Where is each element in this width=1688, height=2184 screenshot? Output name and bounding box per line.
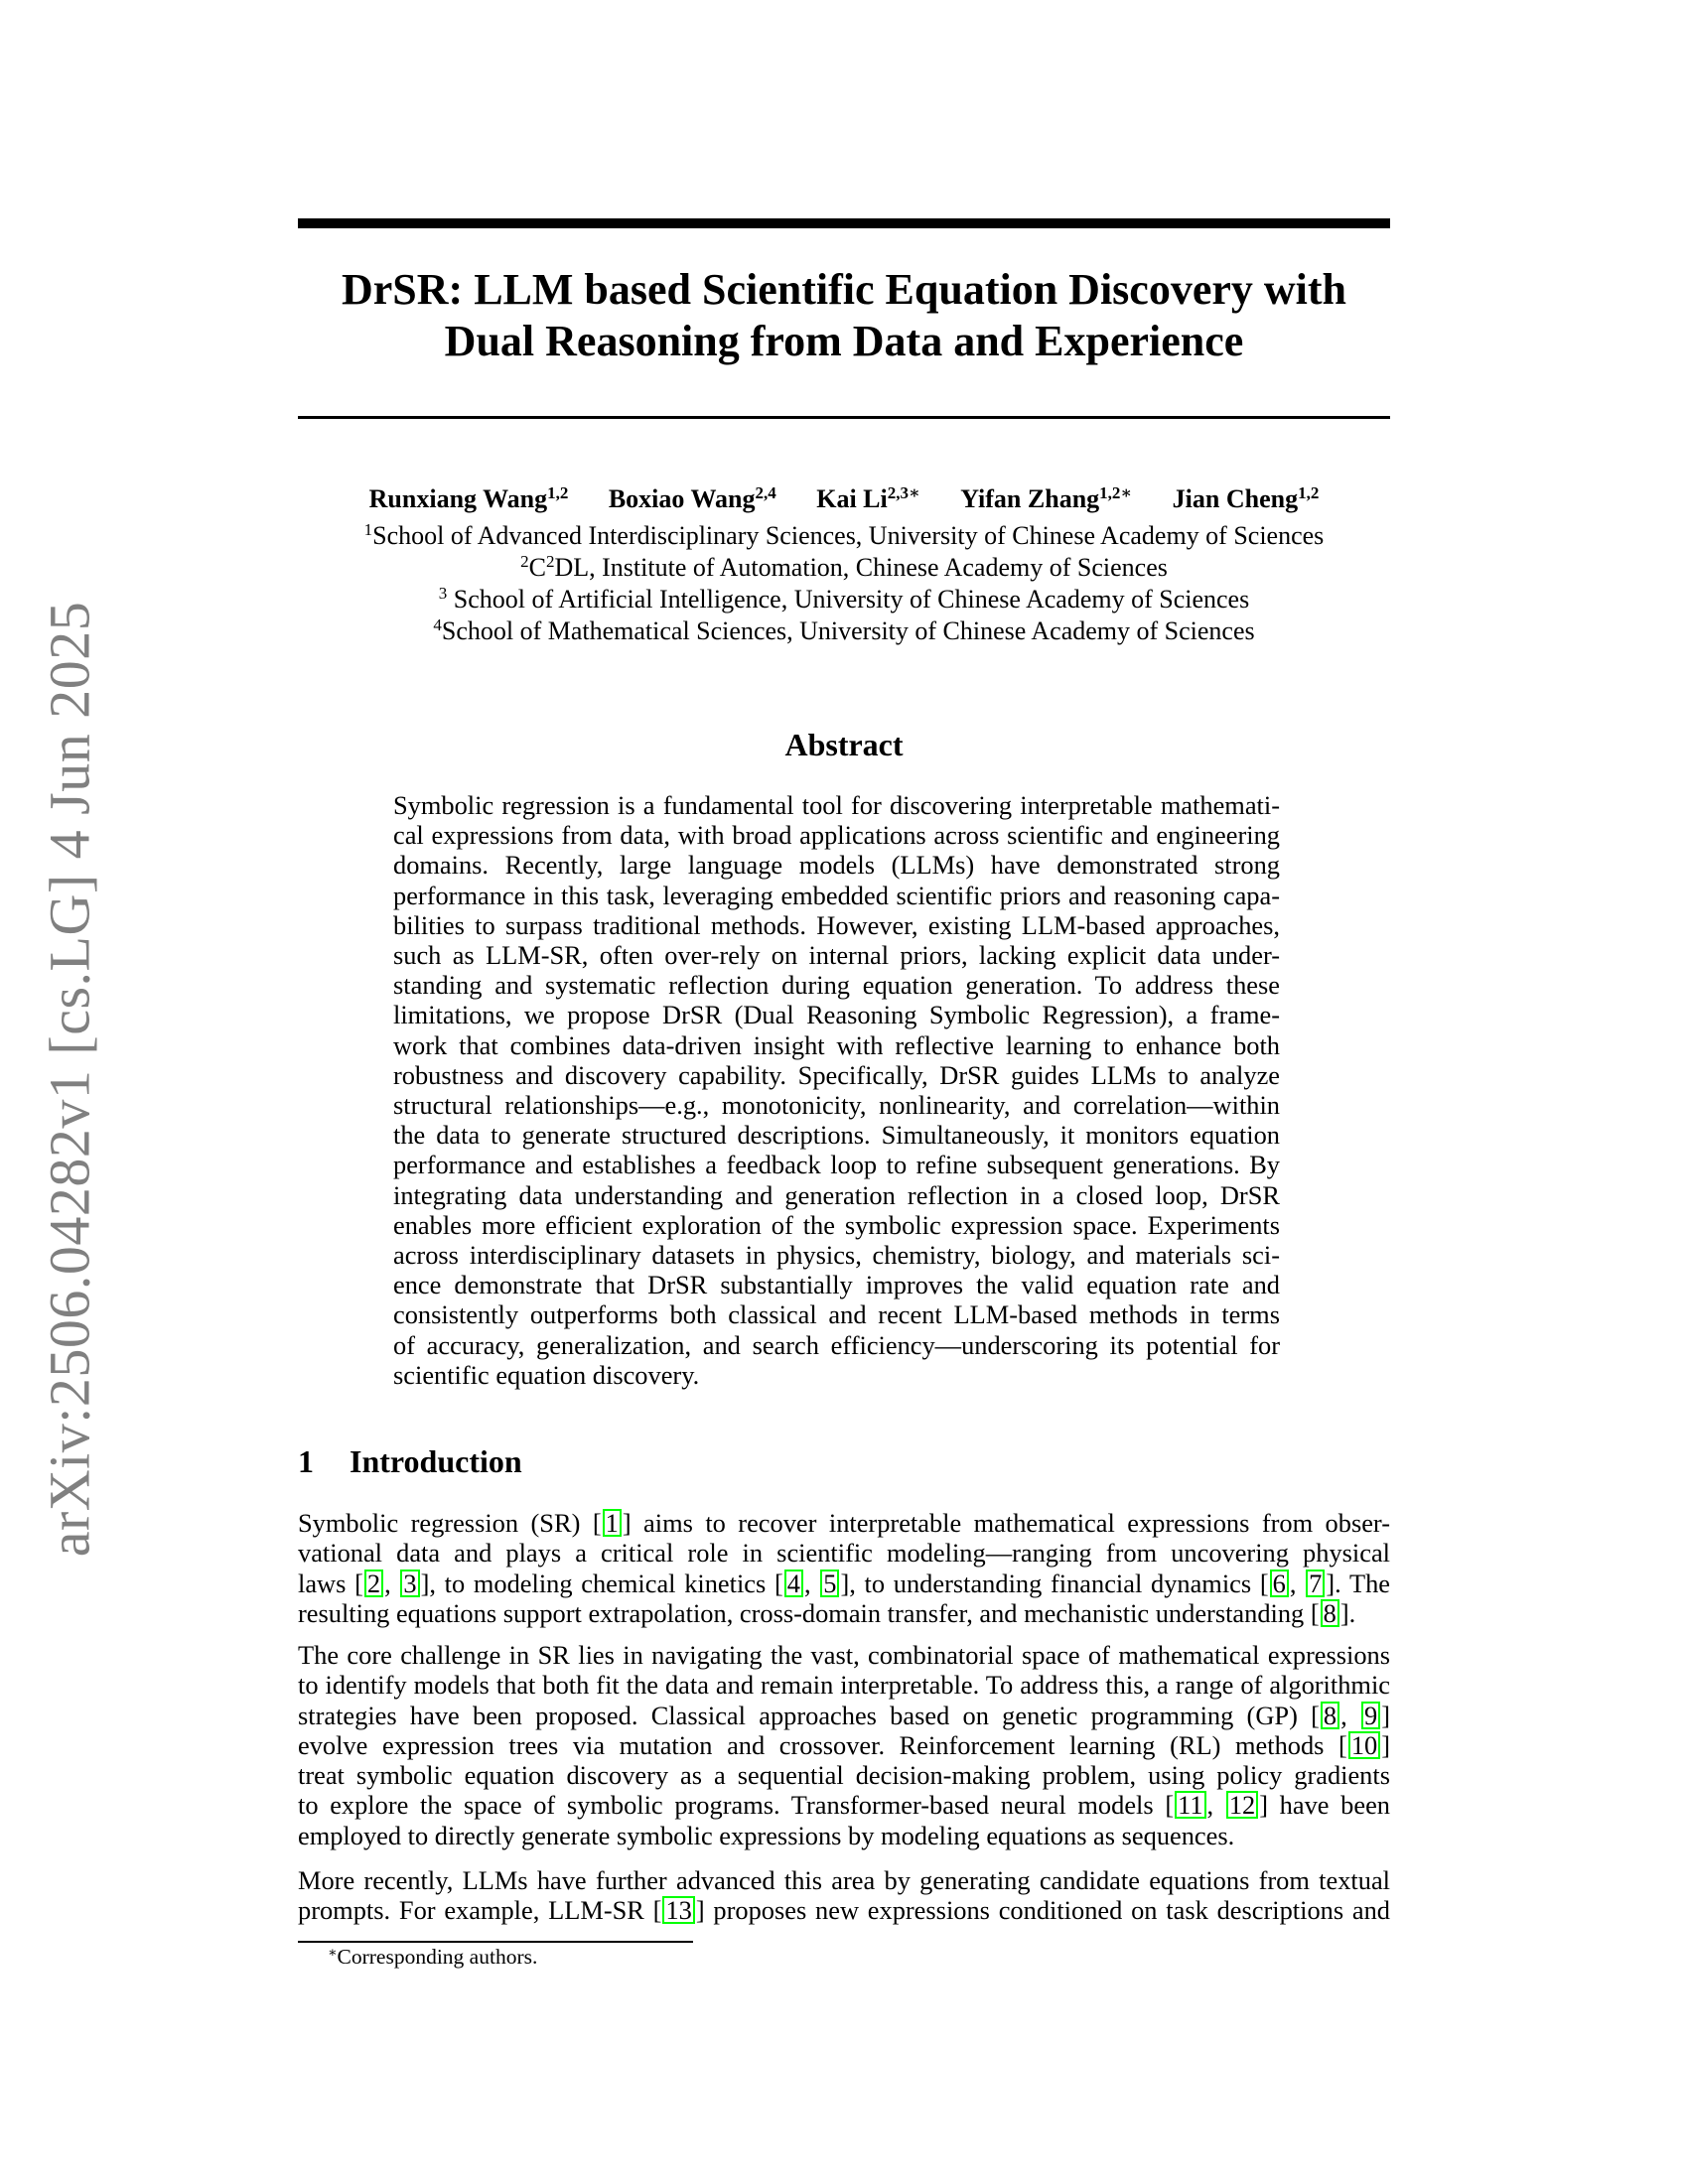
paragraph-line <box>298 1508 1390 1538</box>
section-heading-introduction <box>298 1441 522 1481</box>
abstract-line: ence demonstrate that DrSR substantially improves the valid equation rate and <box>393 1270 1280 1300</box>
paragraph-line: More recently, LLMs have further advanced this area by generating candidate equations from textual <box>298 1865 1390 1895</box>
abstract-line: such as LLM-SR, often over-rely on internal priors, lacking explicit data under- <box>393 940 1280 971</box>
text-run: , <box>1289 1568 1306 1598</box>
author-affiliation-marks: 2,4 <box>755 483 776 502</box>
abstract-line: cal expressions from data, with broad applications across scientific and engineering <box>393 820 1280 851</box>
abstract-line: performance in this task, leveraging embedded scientific priors and reasoning capa- <box>393 880 1280 910</box>
author-affiliation-marks: 1,2∗ <box>1099 483 1133 502</box>
affiliation-text: School of Artificial Intelligence, University of Chinese Academy of Sciences <box>447 585 1250 614</box>
citation-link[interactable]: 12 <box>1226 1791 1258 1819</box>
affiliation-text: DL, Institute of Automation, Chinese Academy of Sciences <box>554 553 1168 582</box>
abstract-line: across interdisciplinary datasets in physics, chemistry, biology, and materials sci- <box>393 1240 1280 1271</box>
footnote <box>328 1944 537 1970</box>
author <box>1173 484 1320 513</box>
abstract-line: bilities to surpass traditional methods. However, existing LLM-based approaches, <box>393 909 1280 940</box>
author <box>816 484 920 513</box>
citation-link[interactable]: 5 <box>820 1570 839 1597</box>
author-name: Jian Cheng <box>1172 484 1299 513</box>
abstract-heading: Abstract <box>784 727 904 762</box>
affiliation-list <box>298 520 1390 647</box>
affiliation <box>298 615 1390 647</box>
paragraph-line: The core challenge in SR lies in navigating the vast, combinatorial space of mathematical expressions <box>298 1640 1390 1670</box>
text-run: ] proposes new expressions conditioned on task descriptions and <box>695 1895 1390 1926</box>
citation-link[interactable]: 9 <box>1361 1702 1380 1729</box>
author-affiliation-marks: 2,3∗ <box>887 483 920 502</box>
abstract-line: work that combines data-driven insight with reflective learning to enhance both <box>393 1029 1280 1060</box>
author-name: Runxiang Wang <box>368 484 548 513</box>
citation-link[interactable]: 6 <box>1270 1570 1289 1597</box>
abstract-line: Symbolic regression is a fundamental tool for discovering interpretable mathemati- <box>393 790 1280 820</box>
text-run: ] aims to recover interpretable mathematical expressions from obser- <box>622 1508 1390 1538</box>
abstract-line: performance and establishes a feedback loop to refine subsequent generations. By <box>393 1150 1280 1180</box>
citation-link[interactable]: 13 <box>662 1896 694 1924</box>
arxiv-identifier-stamp: arXiv:2506.04282v1 [cs.LG] 4 Jun 2025 <box>37 601 102 1558</box>
author-affiliation-marks: 1,2 <box>1298 483 1320 502</box>
citation-link[interactable]: 1 <box>603 1509 622 1537</box>
paragraph-line: to identify models that both fit the data and remain interpretable. To address this, a range of algorithmic <box>298 1670 1390 1701</box>
abstract-line: of accuracy, generalization, and search efficiency—underscoring its potential for <box>393 1329 1280 1360</box>
author <box>609 484 776 513</box>
text-run: ]. <box>1339 1597 1356 1628</box>
abstract-line: domains. Recently, large language models (LLMs) have demonstrated strong <box>393 850 1280 881</box>
paragraph-line: employed to directly generate symbolic expressions by modeling equations as sequences. <box>298 1820 1235 1850</box>
paragraph-line <box>298 1598 1390 1628</box>
author-name: Yifan Zhang <box>960 484 1100 513</box>
author <box>960 484 1132 513</box>
paragraph-line: treat symbolic equation discovery as a sequential decision-making problem, using policy gradients <box>298 1760 1390 1791</box>
affiliation-mark: 4 <box>433 615 442 634</box>
title-line-1: DrSR: LLM based Scientific Equation Discovery with <box>342 265 1346 314</box>
affiliation-mark: 2 <box>520 552 529 571</box>
affiliation-mark: 3 <box>438 584 448 603</box>
footnote-rule <box>298 1941 693 1943</box>
text-run: , <box>803 1568 820 1598</box>
abstract-body <box>393 790 1280 1390</box>
footnote-text: Corresponding authors. <box>337 1945 538 1969</box>
abstract-line: structural relationships—e.g., monotonicity, nonlinearity, and correlation—within <box>393 1090 1280 1121</box>
text-run: laws [ <box>298 1568 363 1598</box>
text-run: ] have been <box>1259 1790 1390 1821</box>
citation-link[interactable]: 7 <box>1306 1570 1325 1597</box>
paragraph-line <box>298 1895 1390 1925</box>
citation-link[interactable]: 2 <box>364 1570 383 1597</box>
paragraph-line <box>298 1701 1390 1730</box>
abstract-line: limitations, we propose DrSR (Dual Reasoning Symbolic Regression), a frame- <box>393 1000 1280 1030</box>
affiliation <box>298 552 1390 584</box>
section-title: Introduction <box>350 1443 522 1479</box>
text-run: ], to understanding financial dynamics [ <box>840 1568 1269 1598</box>
citation-link[interactable]: 4 <box>784 1570 803 1597</box>
text-run: ] <box>1381 1729 1390 1760</box>
text-run: to explore the space of symbolic programs. Transformer-based neural models [ <box>298 1790 1175 1821</box>
citation-link[interactable]: 8 <box>1321 1702 1339 1729</box>
paragraph-line <box>298 1569 1390 1598</box>
citation-link[interactable]: 11 <box>1175 1791 1205 1819</box>
abstract-line: consistently outperforms both classical and recent LLM-based methods in terms <box>393 1299 1280 1330</box>
text-run: , <box>1340 1700 1360 1730</box>
text-run: evolve expression trees via mutation and crossover. Reinforcement learning (RL) methods [ <box>298 1729 1347 1760</box>
abstract-line: standing and systematic reflection during equation generation. To address these <box>393 970 1280 1001</box>
text-run: Symbolic regression (SR) [ <box>298 1508 602 1538</box>
title-bottom-rule <box>298 416 1390 419</box>
footnote-mark: ∗ <box>328 1946 338 1961</box>
text-run: , <box>1206 1790 1225 1821</box>
paper-title <box>298 264 1390 367</box>
text-run: prompts. For example, LLM-SR [ <box>298 1895 662 1926</box>
citation-link[interactable]: 8 <box>1321 1599 1339 1627</box>
section-number: 1 <box>298 1443 314 1479</box>
citation-link[interactable]: 10 <box>1348 1731 1380 1759</box>
title-line-2: Dual Reasoning from Data and Experience <box>444 317 1244 365</box>
paragraph-line <box>298 1790 1390 1820</box>
title-top-rule <box>298 218 1390 228</box>
paragraph-line: vational data and plays a critical role in scientific modeling—ranging from uncovering physical <box>298 1538 1390 1569</box>
intro-paragraph-3 <box>298 1865 1390 1926</box>
affiliation-text: School of Mathematical Sciences, University of Chinese Academy of Sciences <box>441 616 1255 645</box>
citation-link[interactable]: 3 <box>400 1570 419 1597</box>
author-list <box>298 484 1390 514</box>
text-run: strategies have been proposed. Classical approaches based on genetic programming (GP) [ <box>298 1700 1320 1730</box>
abstract-line: robustness and discovery capability. Specifically, DrSR guides LLMs to analyze <box>393 1059 1280 1090</box>
text-run: ] <box>1381 1700 1390 1730</box>
text-run: ], to modeling chemical kinetics [ <box>420 1568 783 1598</box>
affiliation-text: School of Advanced Interdisciplinary Sciences, University of Chinese Academy of Sciences <box>372 521 1325 550</box>
affiliation-mark: 1 <box>363 520 373 539</box>
paragraph-line <box>298 1730 1390 1760</box>
abstract-line: scientific equation discovery. <box>393 1359 700 1390</box>
author-name: Kai Li <box>816 484 888 513</box>
affiliation <box>298 584 1390 615</box>
abstract-line: integrating data understanding and generation reflection in a closed loop, DrSR <box>393 1179 1280 1210</box>
abstract-line: enables more efficient exploration of the symbolic expression space. Experiments <box>393 1209 1280 1240</box>
intro-paragraph-2 <box>298 1640 1390 1850</box>
text-run: , <box>384 1568 400 1598</box>
affiliation-inline-sup: 2 <box>545 552 555 571</box>
affiliation-text: C <box>528 553 546 582</box>
intro-paragraph-1 <box>298 1508 1390 1628</box>
author-affiliation-marks: 1,2 <box>547 483 569 502</box>
text-run: resulting equations support extrapolation, cross-domain transfer, and mechanistic understanding [ <box>298 1597 1320 1628</box>
abstract-line: the data to generate structured descriptions. Simultaneously, it monitors equation <box>393 1120 1280 1151</box>
author <box>369 484 569 513</box>
author-name: Boxiao Wang <box>608 484 756 513</box>
text-run: ]. The <box>1326 1568 1390 1598</box>
affiliation <box>298 520 1390 552</box>
